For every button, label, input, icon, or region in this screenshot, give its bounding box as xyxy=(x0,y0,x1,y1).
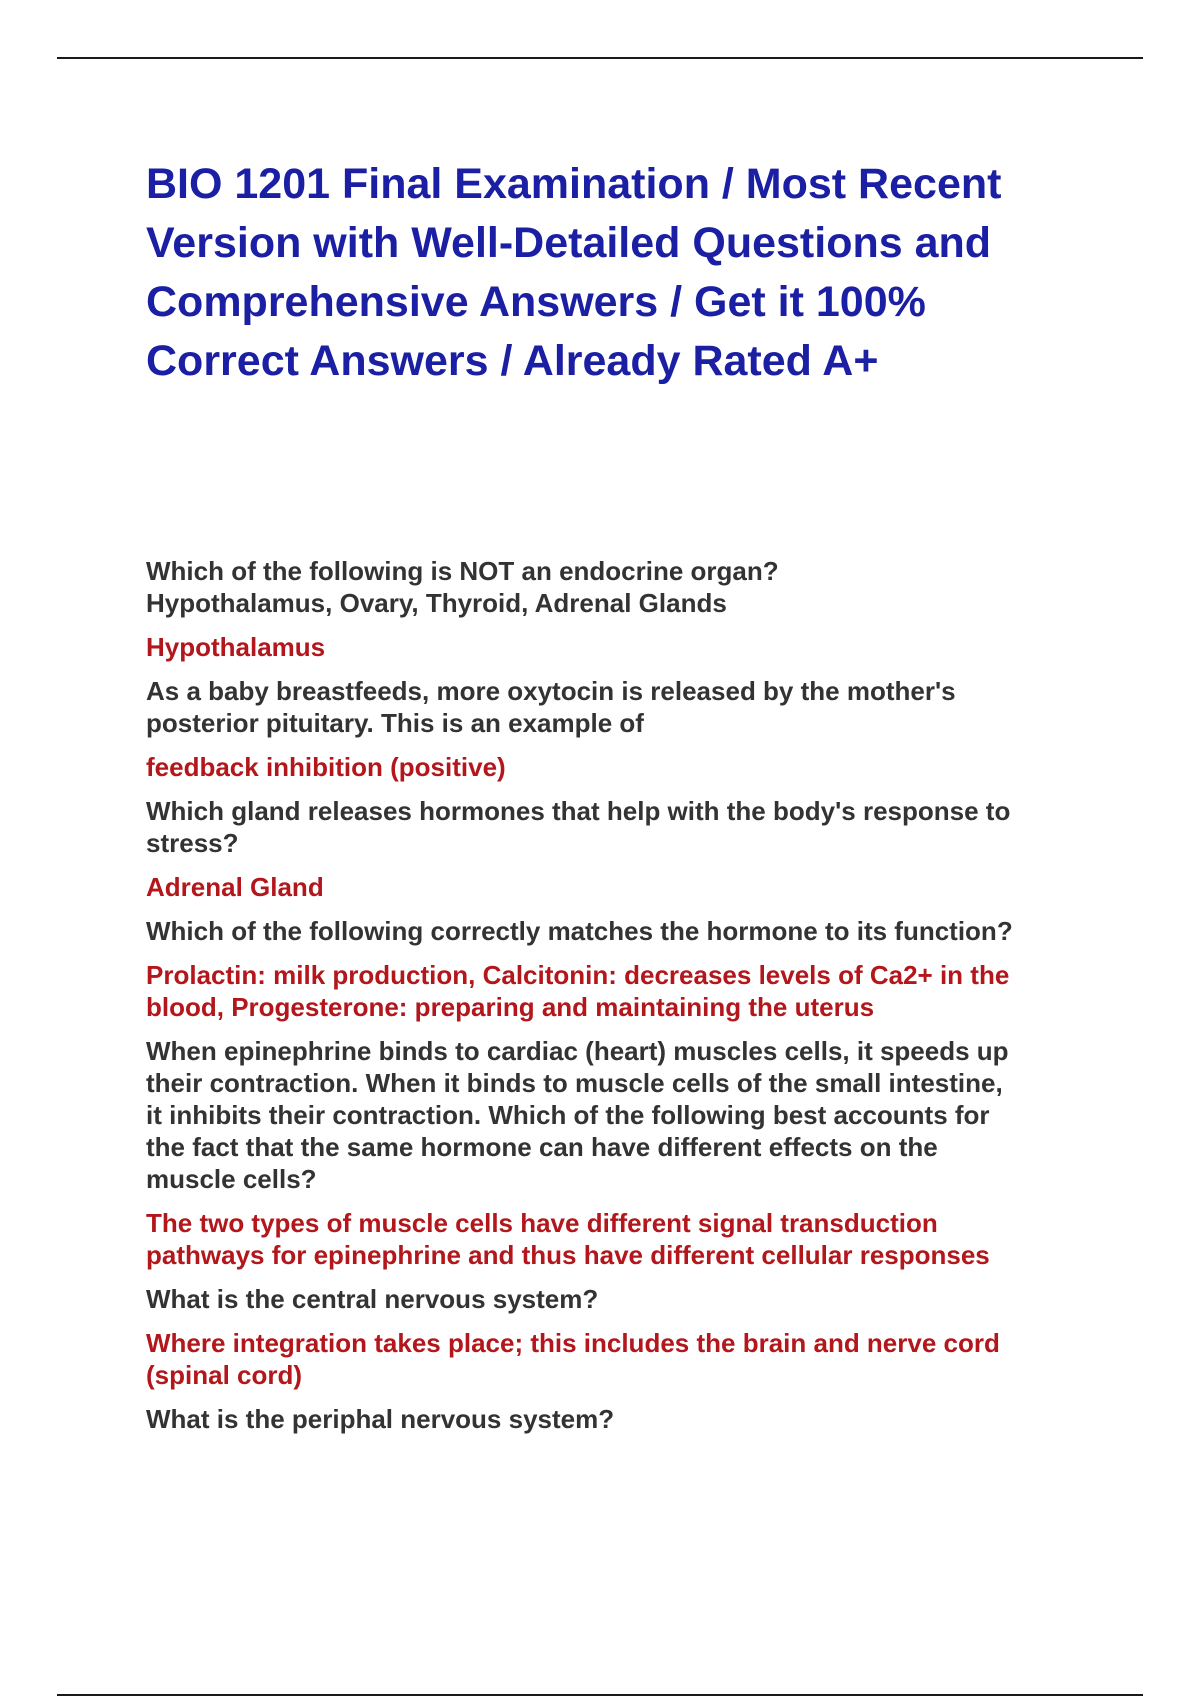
title-line: BIO 1201 Final Examination / Most Recent xyxy=(146,160,1002,208)
title-line: Version with Well-Detailed Questions and xyxy=(146,219,992,267)
document-title xyxy=(146,155,1106,391)
question-line: What is the periphal nervous system? xyxy=(146,1404,615,1434)
question-line: the fact that the same hormone can have different effects on the xyxy=(146,1132,938,1162)
question-1 xyxy=(146,555,1096,619)
question-6 xyxy=(146,1283,1096,1315)
answer-3 xyxy=(146,871,1096,903)
question-line: posterior pituitary. This is an example of xyxy=(146,708,644,738)
title-line: Comprehensive Answers / Get it 100% xyxy=(146,278,926,326)
question-line: Which gland releases hormones that help with the body's response to xyxy=(146,796,1011,826)
answer-6 xyxy=(146,1327,1096,1391)
answer-1 xyxy=(146,631,1096,663)
answer-line: (spinal cord) xyxy=(146,1360,303,1390)
question-2 xyxy=(146,675,1096,739)
question-line: it inhibits their contraction. Which of the following best accounts for xyxy=(146,1100,990,1130)
answer-line: Where integration takes place; this includes the brain and nerve cord xyxy=(146,1328,1000,1358)
question-line: muscle cells? xyxy=(146,1164,317,1194)
question-4 xyxy=(146,915,1096,947)
question-line: What is the central nervous system? xyxy=(146,1284,599,1314)
answer-line: feedback inhibition (positive) xyxy=(146,752,506,782)
answer-line: Adrenal Gland xyxy=(146,872,324,902)
question-line: Which of the following is NOT an endocrine organ? xyxy=(146,556,779,586)
question-line: As a baby breastfeeds, more oxytocin is released by the mother's xyxy=(146,676,956,706)
question-line: Hypothalamus, Ovary, Thyroid, Adrenal Glands xyxy=(146,588,727,618)
answer-line: pathways for epinephrine and thus have different cellular responses xyxy=(146,1240,990,1270)
question-7 xyxy=(146,1403,1096,1435)
top-rule xyxy=(57,57,1143,59)
question-line: their contraction. When it binds to muscle cells of the small intestine, xyxy=(146,1068,1003,1098)
question-line: When epinephrine binds to cardiac (heart) muscles cells, it speeds up xyxy=(146,1036,1009,1066)
answer-5 xyxy=(146,1207,1096,1271)
answer-line: Prolactin: milk production, Calcitonin: decreases levels of Ca2+ in the xyxy=(146,960,1010,990)
question-line: Which of the following correctly matches the hormone to its function? xyxy=(146,916,1013,946)
question-answer-list xyxy=(146,555,1096,1447)
answer-line: Hypothalamus xyxy=(146,632,326,662)
question-3 xyxy=(146,795,1096,859)
answer-line: blood, Progesterone: preparing and maintaining the uterus xyxy=(146,992,875,1022)
answer-4 xyxy=(146,959,1096,1023)
question-5 xyxy=(146,1035,1096,1195)
answer-2 xyxy=(146,751,1096,783)
answer-line: The two types of muscle cells have different signal transduction xyxy=(146,1208,938,1238)
question-line: stress? xyxy=(146,828,239,858)
title-line: Correct Answers / Already Rated A+ xyxy=(146,337,879,385)
bottom-rule xyxy=(57,1694,1143,1696)
